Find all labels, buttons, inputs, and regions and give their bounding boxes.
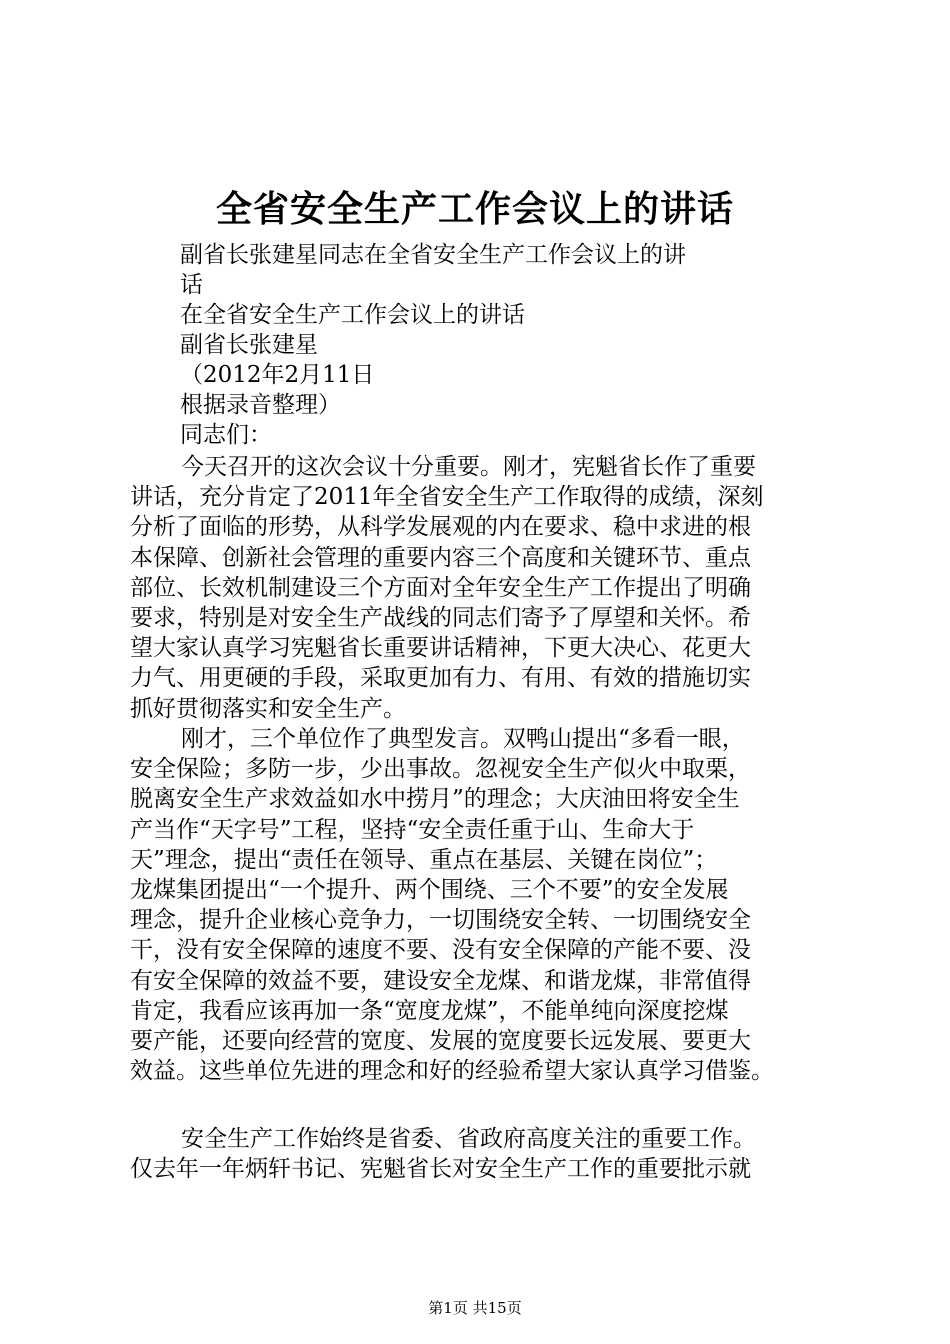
paragraph-line: 产当作“天字号”工程，坚持“安全责任重于山、生命大于 xyxy=(130,816,695,843)
meta-line: 话 xyxy=(180,272,203,298)
meta-line: 副省长张建星同志在全省安全生产工作会议上的讲 xyxy=(180,242,686,268)
paragraph-2 xyxy=(130,724,830,1086)
paragraph-line: 讲话，充分肯定了2011年全省安全生产工作取得的成绩，深刻 xyxy=(130,484,764,511)
paragraph-line: 脱离安全生产求效益如水中捞月”的理念；大庆油田将安全生 xyxy=(130,786,740,813)
paragraph-line: 力气、用更硬的手段，采取更加有力、有用、有效的措施切实 xyxy=(130,665,751,692)
paragraph-line: 理念，提升企业核心竞争力，一切围绕安全转、一切围绕安全 xyxy=(130,907,751,934)
paragraph-1 xyxy=(130,452,830,724)
meta-line: 副省长张建星 xyxy=(180,332,318,358)
paragraph-line: 部位、长效机制建设三个方面对全年安全生产工作提出了明确 xyxy=(130,574,751,601)
document-title: 全省安全生产工作会议上的讲话 xyxy=(215,189,734,230)
paragraph-line: 分析了面临的形势，从科学发展观的内在要求、稳中求进的根 xyxy=(130,514,751,541)
paragraph-line: 刚才，三个单位作了典型发言。双鸭山提出“多看一眼， xyxy=(181,726,745,752)
meta-line: 在全省安全生产工作会议上的讲话 xyxy=(180,302,525,328)
paragraph-line: 抓好贯彻落实和安全生产。 xyxy=(130,695,406,722)
paragraph-line: 要求，特别是对安全生产战线的同志们寄予了厚望和关怀。希 xyxy=(130,604,751,631)
paragraph-line: 天”理念，提出“责任在领导、重点在基层、关键在岗位”； xyxy=(130,846,718,873)
paragraph-line: 龙煤集团提出“一个提升、两个围绕、三个不要”的安全发展 xyxy=(130,876,729,903)
paragraph-3 xyxy=(130,1124,830,1184)
paragraph-line: 要产能，还要向经营的宽度、发展的宽度要长远发展、要更大 xyxy=(130,1027,751,1054)
salutation: 同志们： xyxy=(180,422,272,448)
paragraph-line: 仅去年一年炳轩书记、宪魁省长对安全生产工作的重要批示就 xyxy=(130,1156,751,1183)
paragraph-line: 今天召开的这次会议十分重要。刚才，宪魁省长作了重要 xyxy=(181,454,756,480)
page-number: 第1页 共15页 xyxy=(428,1299,522,1317)
meta-line: （2012年2月11日 xyxy=(180,362,375,388)
paragraph-line: 效益。这些单位先进的理念和好的经验希望大家认真学习借鉴。 xyxy=(130,1058,774,1085)
paragraph-line: 望大家认真学习宪魁省长重要讲话精神，下更大决心、花更大 xyxy=(130,635,751,662)
paragraph-line: 本保障、创新社会管理的重要内容三个高度和关键环节、重点 xyxy=(130,544,751,571)
paragraph-line: 肯定，我看应该再加一条“宽度龙煤”，不能单纯向深度挖煤 xyxy=(130,997,729,1024)
paragraph-line: 有安全保障的效益不要，建设安全龙煤、和谐龙煤，非常值得 xyxy=(130,967,751,994)
paragraph-line: 干，没有安全保障的速度不要、没有安全保障的产能不要、没 xyxy=(130,937,751,964)
meta-line: 根据录音整理） xyxy=(180,392,341,418)
paragraph-line: 安全生产工作始终是省委、省政府高度关注的重要工作。 xyxy=(181,1126,756,1152)
paragraph-line: 安全保险；多防一步，少出事故。忽视安全生产似火中取栗， xyxy=(130,756,751,783)
